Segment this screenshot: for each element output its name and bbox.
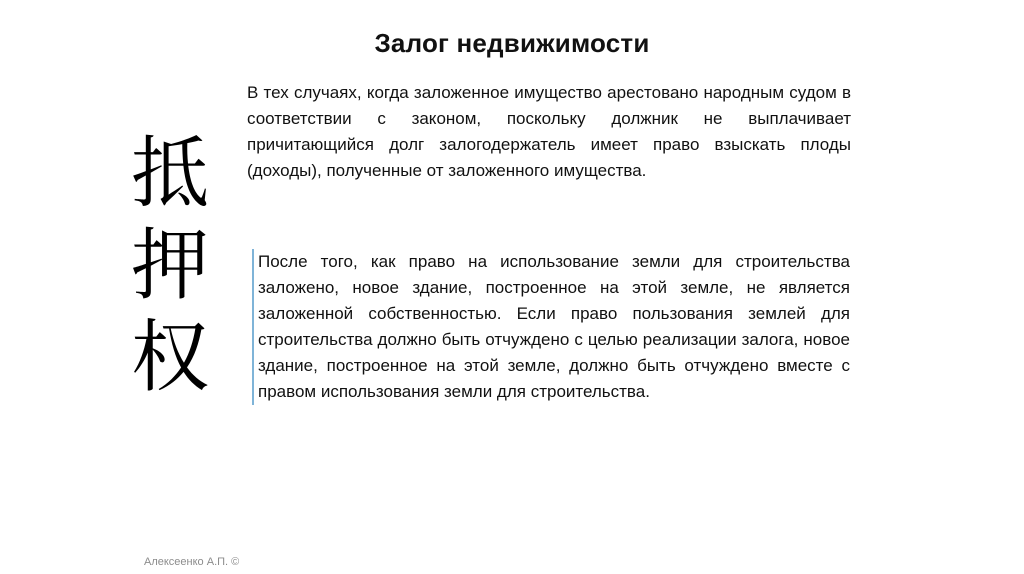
hanzi-char-3: 权 [130,313,209,403]
hanzi-char-1: 抵 [130,129,209,219]
footer-author: Алексеенко А.П. © [144,556,240,568]
paragraph-1: В тех случаях, когда заложенное имущество арестовано народным судом в соответствии с законом, поскольку должник не выплачивает причитающийся долг залогодержатель имеет право взыскать плоды (доходы), полученные от заложенного имущества. [247,83,851,180]
slide-title: Залог недвижимости [374,28,650,58]
chinese-characters [120,128,220,404]
paragraph-2: После того, как право на использование земли для строительства заложено, новое здание, построенное на этой земле, не является заложенной собственностью. Если право пользования землей для строительства должно быть отчуждено с целью реализации залога, новое здание, построенное на этой земле, должно быть отчуждено вместе с правом использования земли для строительства. [252,249,850,405]
hanzi-char-2: 押 [130,221,209,311]
